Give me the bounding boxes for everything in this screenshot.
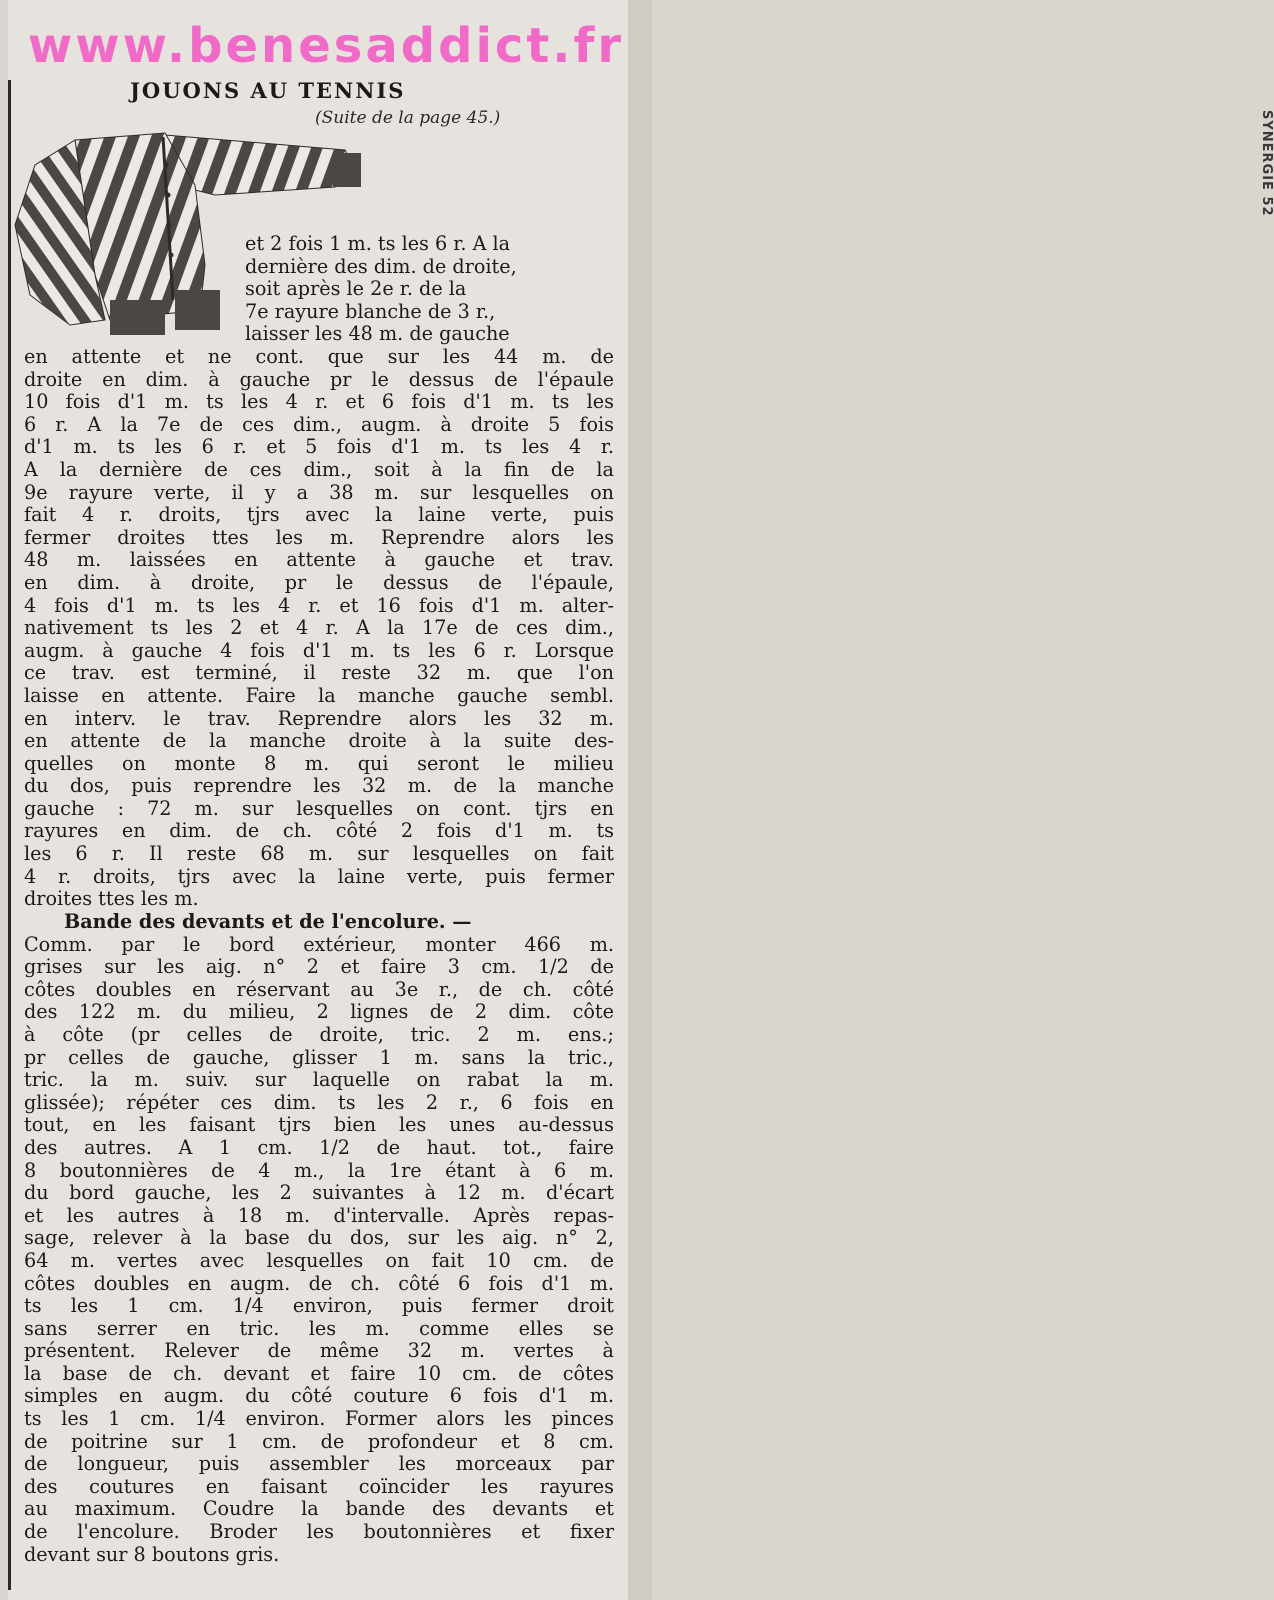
- column-rule: [8, 80, 11, 1590]
- text-line: des autres. A 1 cm. 1/2 de haut. tot., faire: [24, 1135, 614, 1159]
- text-line: 48 m. laissées en attente à gauche et trav.: [24, 548, 614, 572]
- text-line: du dos, puis reprendre les 32 m. de la manche: [24, 774, 614, 798]
- text-line: droite en dim. à gauche pr le dessus de l'épaule: [24, 367, 614, 391]
- text-block-1: [24, 346, 614, 911]
- section-heading: Bande des devants et de l'encolure. —: [64, 910, 472, 933]
- text-line: laisser les 48 m. de gauche: [245, 322, 510, 346]
- text-line: d'1 m. ts les 6 r. et 5 fois d'1 m. ts les 4 r.: [24, 435, 614, 459]
- text-line: 10 fois d'1 m. ts les 4 r. et 6 fois d'1 m. ts les: [24, 390, 614, 414]
- text-line: fermer droites ttes les m. Reprendre alors les: [24, 525, 614, 549]
- article-title: JOUONS AU TENNIS: [130, 78, 406, 103]
- text-line: A la dernière de ces dim., soit à la fin de la: [24, 457, 614, 481]
- adjacent-page-strip: [628, 0, 1274, 1600]
- text-line: et les autres à 18 m. d'intervalle. Après repas-: [24, 1203, 614, 1227]
- text-line: des coutures en faisant coïncider les rayures: [24, 1474, 614, 1498]
- text-line: pr celles de gauche, glisser 1 m. sans la tric.,: [24, 1045, 614, 1069]
- text-line: côtes doubles en réservant au 3e r., de ch. côté: [24, 977, 614, 1001]
- text-line: Comm. par le bord extérieur, monter 466 m.: [24, 932, 614, 956]
- text-line: de longueur, puis assembler les morceaux par: [24, 1452, 614, 1476]
- text-line: de l'encolure. Broder les boutonnières et fixer: [24, 1520, 614, 1544]
- text-line: 4 fois d'1 m. ts les 4 r. et 16 fois d'1 m. alter-: [24, 593, 614, 617]
- text-line: rayures en dim. de ch. côté 2 fois d'1 m. ts: [24, 819, 614, 843]
- text-line: dernière des dim. de droite,: [245, 254, 517, 278]
- text-line: ce trav. est terminé, il reste 32 m. que l'on: [24, 661, 614, 685]
- text-line: ts les 1 cm. 1/4 environ. Former alors les pinces: [24, 1407, 614, 1431]
- text-line: 7e rayure blanche de 3 r.,: [245, 299, 496, 323]
- text-line: présentent. Relever de même 32 m. vertes à: [24, 1339, 614, 1363]
- text-line: tric. la m. suiv. sur laquelle on rabat la m.: [24, 1068, 614, 1092]
- text-line: gauche : 72 m. sur lesquelles on cont. tjrs en: [24, 796, 614, 820]
- text-line: au maximum. Coudre la bande des devants et: [24, 1497, 614, 1521]
- article-subtitle: (Suite de la page 45.): [315, 108, 501, 128]
- watermark: www.benesaddict.fr: [27, 18, 625, 74]
- text-line: simples en augm. du côté couture 6 fois d'1 m.: [24, 1384, 614, 1408]
- text-line: en dim. à droite, pr le dessus de l'épaule,: [24, 570, 614, 594]
- text-line: grises sur les aig. n° 2 et faire 3 cm. 1/2 de: [24, 955, 614, 979]
- text-line: augm. à gauche 4 fois d'1 m. ts les 6 r. Lorsque: [24, 638, 614, 662]
- text-line: fait 4 r. droits, tjrs avec la laine verte, puis: [24, 503, 614, 527]
- text-line: 9e rayure verte, il y a 38 m. sur lesquelles on: [24, 480, 614, 504]
- adjacent-page-text: SYNERGIE 52: [1259, 110, 1274, 217]
- text-line: en attente et ne cont. que sur les 44 m. de: [24, 345, 614, 368]
- text-line: droites ttes les m.: [24, 887, 199, 911]
- text-line: en attente de la manche droite à la suite des-: [24, 729, 614, 753]
- text-line: sage, relever à la base du dos, sur les aig. n° 2,: [24, 1226, 614, 1250]
- text-line: la base de ch. devant et faire 10 cm. de côtes: [24, 1361, 614, 1385]
- text-line: sans serrer en tric. les m. comme elles se: [24, 1316, 614, 1340]
- text-line: les 6 r. Il reste 68 m. sur lesquelles on fait: [24, 842, 614, 866]
- text-line: glissée); répéter ces dim. ts les 2 r., 6 fois en: [24, 1090, 614, 1114]
- text-line: devant sur 8 boutons gris.: [24, 1542, 280, 1566]
- text-line: nativement ts les 2 et 4 r. A la 17e de ces dim.,: [24, 616, 614, 640]
- text-line: du bord gauche, les 2 suivantes à 12 m. d'écart: [24, 1181, 614, 1205]
- text-line: ts les 1 cm. 1/4 environ, puis fermer droit: [24, 1294, 614, 1318]
- text-block-narrow: [245, 233, 585, 346]
- text-line: 64 m. vertes avec lesquelles on fait 10 cm. de: [24, 1248, 614, 1272]
- text-line: et 2 fois 1 m. ts les 6 r. A la: [245, 232, 511, 255]
- text-line: 8 boutonnières de 4 m., la 1re étant à 6 m.: [24, 1158, 614, 1182]
- text-line: à côte (pr celles de droite, tric. 2 m. ens.;: [24, 1022, 614, 1046]
- text-line: de poitrine sur 1 cm. de profondeur et 8 cm.: [24, 1429, 614, 1453]
- text-line: quelles on monte 8 m. qui seront le milieu: [24, 751, 614, 775]
- text-block-2: [24, 911, 614, 1566]
- text-line: tout, en les faisant tjrs bien les unes au-dessus: [24, 1113, 614, 1137]
- text-line: soit après le 2e r. de la: [245, 277, 467, 301]
- text-line: en interv. le trav. Reprendre alors les 32 m.: [24, 706, 614, 730]
- text-line: côtes doubles en augm. de ch. côté 6 fois d'1 m.: [24, 1271, 614, 1295]
- text-line: des 122 m. du milieu, 2 lignes de 2 dim. côte: [24, 1000, 614, 1024]
- text-line: 4 r. droits, tjrs avec la laine verte, puis fermer: [24, 864, 614, 888]
- text-line: 6 r. A la 7e de ces dim., augm. à droite 5 fois: [24, 412, 614, 436]
- text-line: laisse en attente. Faire la manche gauche sembl.: [24, 683, 614, 707]
